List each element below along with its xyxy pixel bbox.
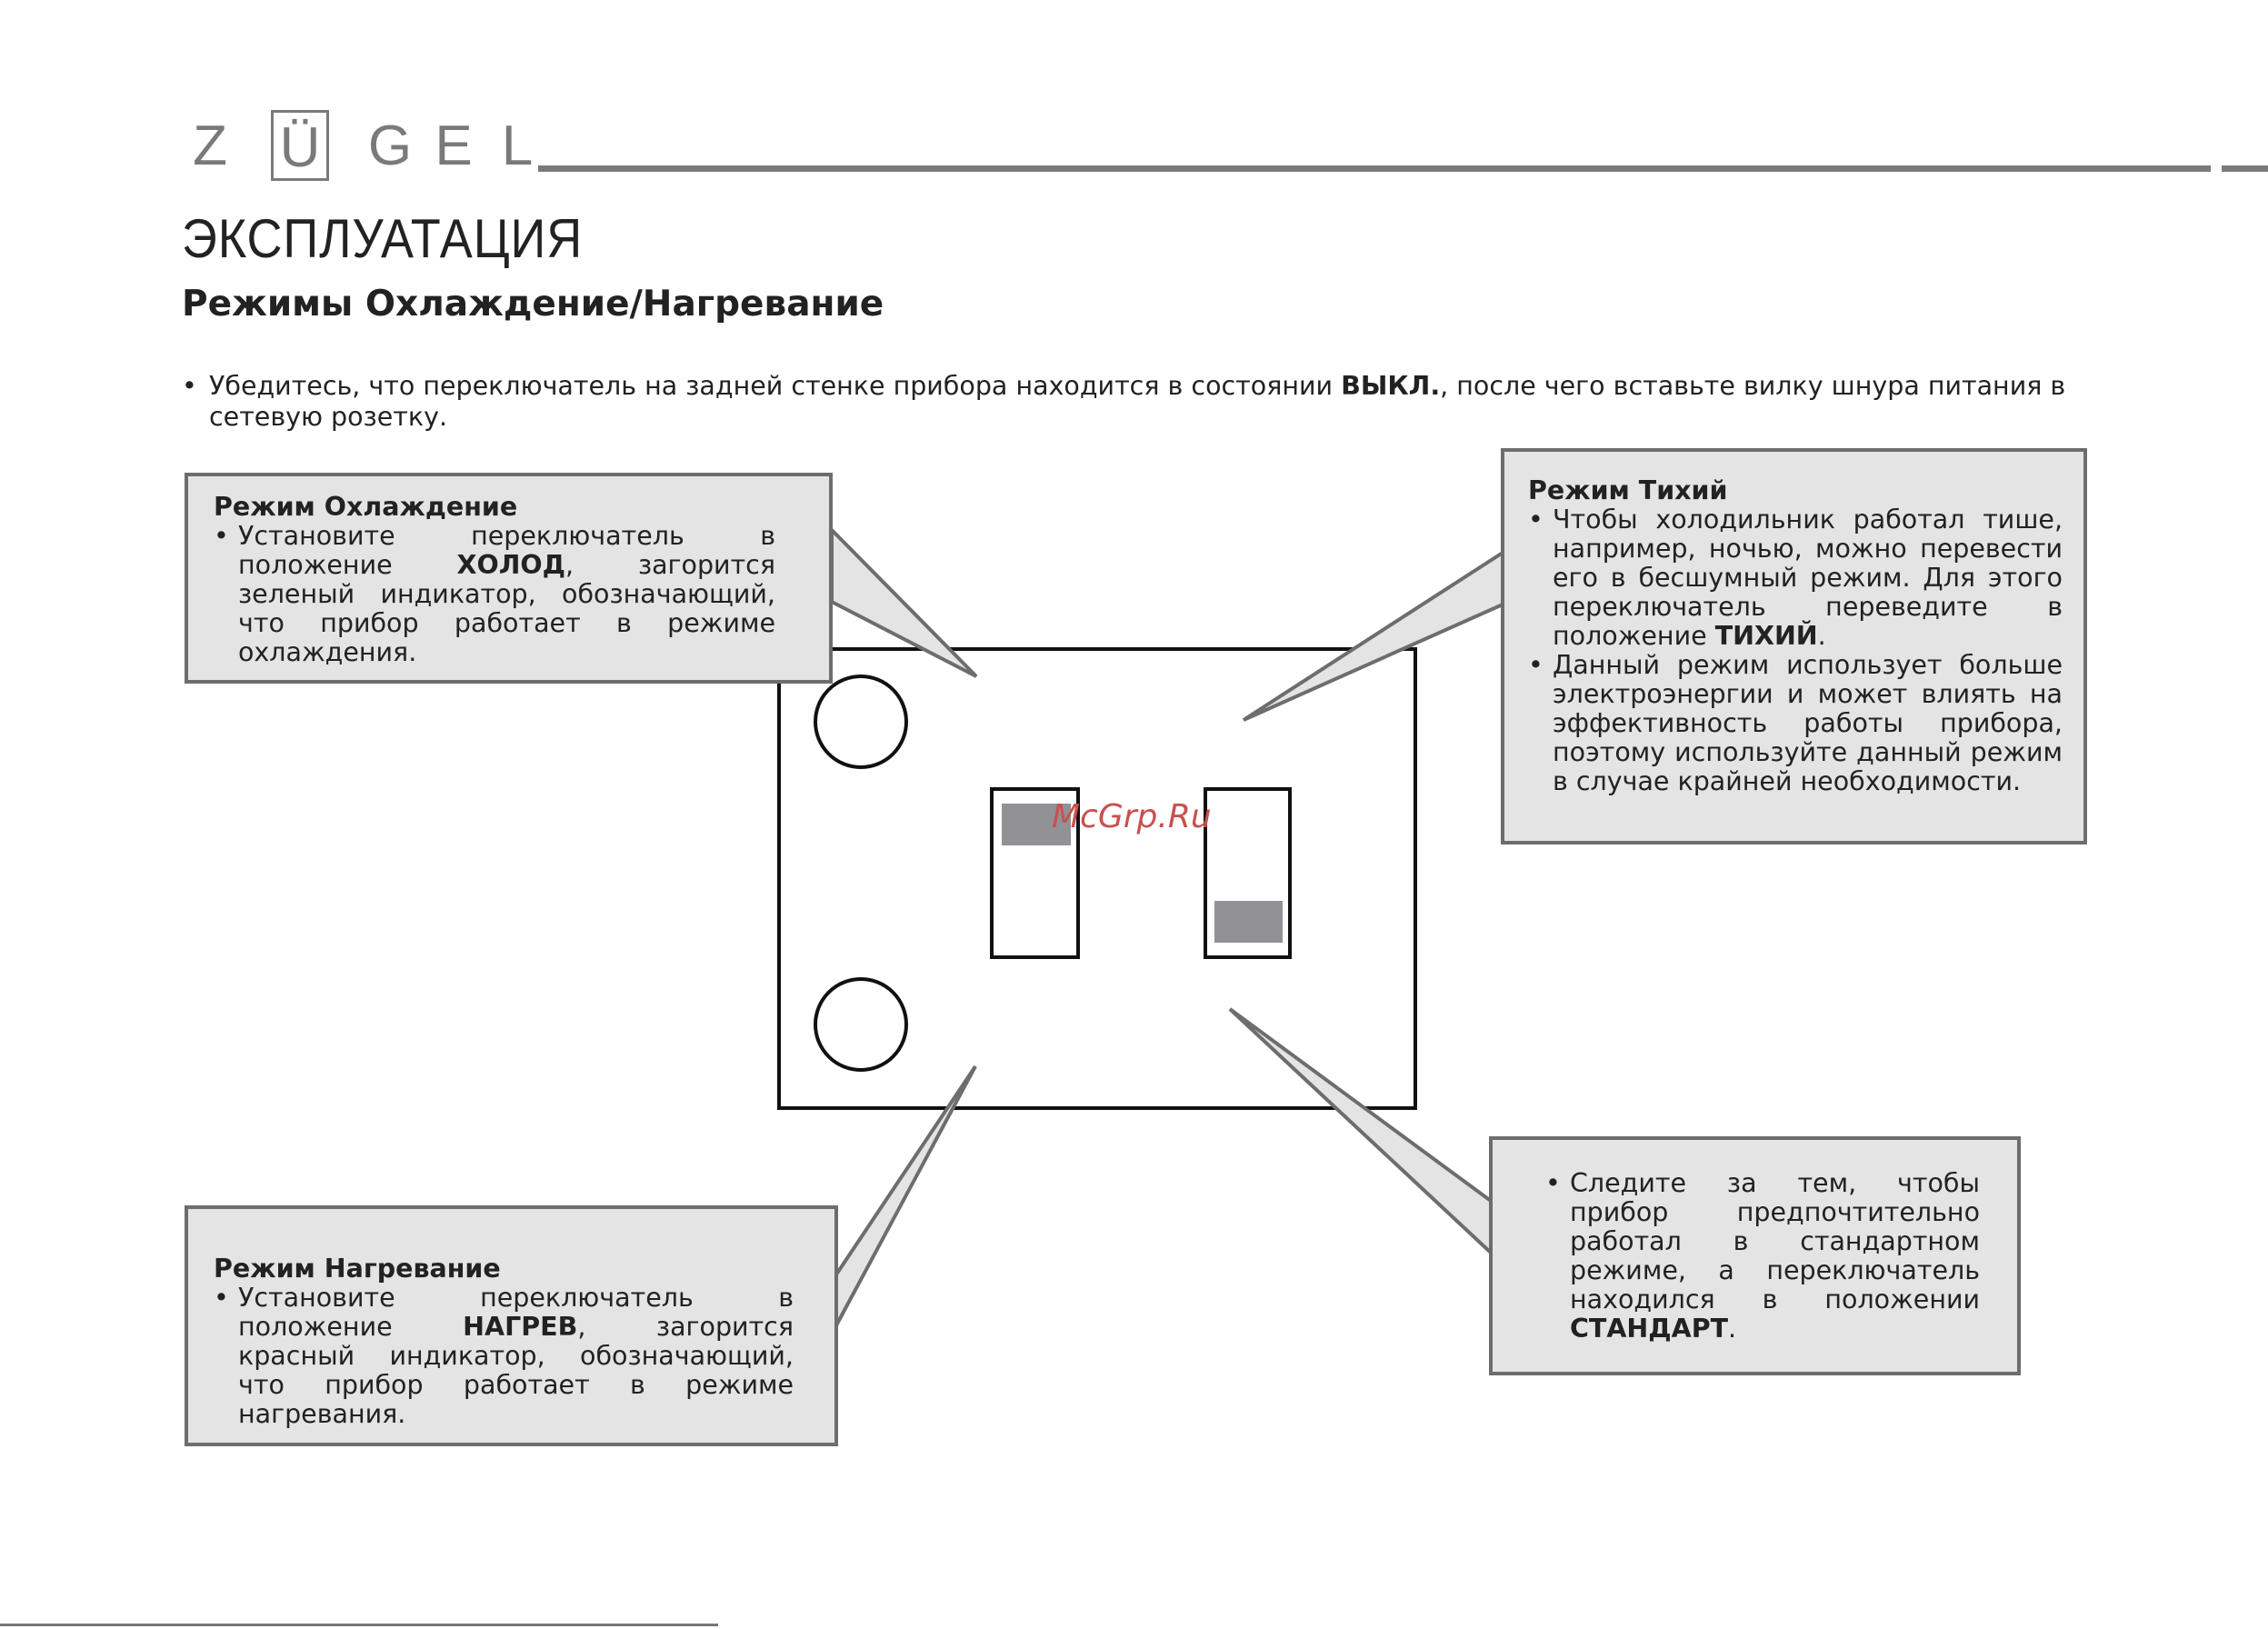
page-title: ЭКСПЛУАТАЦИЯ xyxy=(182,208,584,269)
section-subtitle: Режимы Охлаждение/Нагревание xyxy=(182,284,884,325)
heating-mode-title: Режим Нагревание xyxy=(214,1254,501,1284)
indicator-light-bottom xyxy=(815,979,906,1070)
logo-letter-u-boxed: Ü xyxy=(271,110,329,181)
heating-mode-item: • Установите переключатель в положение НАГРЕВ, загорится красный индикатор, обозначающий, что прибор работает в режиме нагревания. xyxy=(214,1283,794,1429)
bullet: • xyxy=(182,371,197,401)
indicator-light-top xyxy=(815,676,906,767)
quiet-switch-lever-down xyxy=(1214,901,1283,943)
logo-letter-z: Z xyxy=(193,114,227,177)
quiet-mode-item-2: • Данный режим использует больше электроэнергии и может влиять на эффективность работы прибора, поэтому используйте данный режим в случае крайней необходимости. xyxy=(1528,650,2063,796)
logo-letter-l: L xyxy=(501,114,534,177)
watermark: McGrp.Ru xyxy=(1052,798,1212,835)
logo-letter-e: E xyxy=(435,114,473,177)
heating-mode-content xyxy=(214,1254,794,1429)
cooling-mode-item: • Установите переключатель в положение ХОЛОД, загорится зеленый индикатор, обозначающий, что прибор работает в режиме охлаждения. xyxy=(214,521,775,667)
intro-text: Убедитесь, что переключатель на задней стенке прибора находится в состоянии ВЫКЛ., после чего вставьте вилку шнура питания в сетевую розетку. xyxy=(209,371,2066,432)
footer-rule xyxy=(0,1624,718,1626)
standard-mode-content xyxy=(1545,1169,1980,1344)
cooling-mode-content xyxy=(214,493,775,667)
standard-mode-item: • Следите за тем, чтобы прибор предпочтительно работал в стандартном режиме, а переключатель находился в положении СТАНДАРТ. xyxy=(1545,1168,1980,1344)
cooling-mode-title: Режим Охлаждение xyxy=(214,492,518,522)
quiet-mode-content xyxy=(1528,476,2063,796)
quiet-mode-item-1: • Чтобы холодильник работал тише, например, ночью, можно перевести его в бесшумный режим. Для этого переключатель переведите в положение ТИХИЙ. xyxy=(1528,505,2063,651)
quiet-mode-title: Режим Тихий xyxy=(1528,475,1728,505)
logo-letter-g: G xyxy=(367,114,413,177)
intro-bold-off: ВЫКЛ. xyxy=(1341,371,1441,401)
